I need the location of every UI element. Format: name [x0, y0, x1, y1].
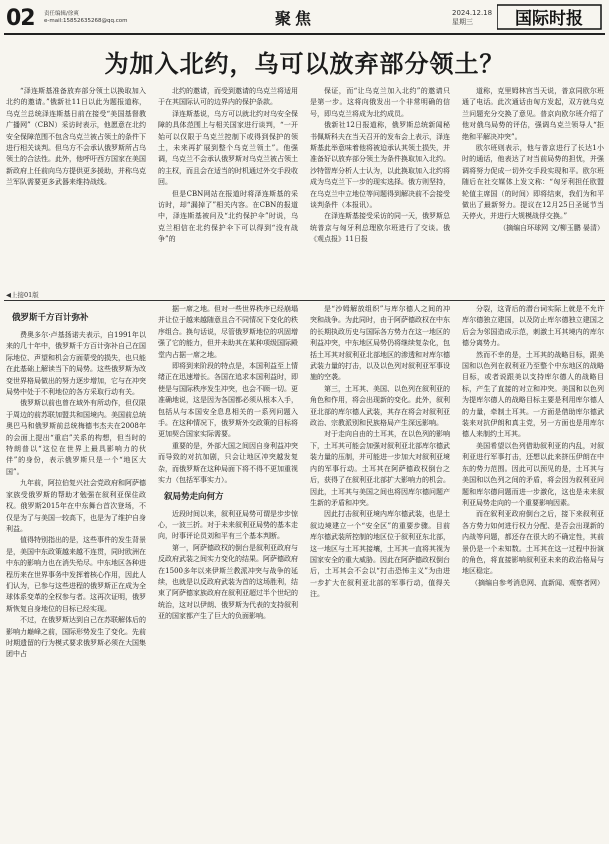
- body-column-4: [462, 304, 604, 838]
- paragraph: 而在叙利亚政府倒台之后，接下来叙利亚各方势力如何进行权力分配、是否会出现新的内战等问题，都还存在很大的不确定性，其前景仍是一个未知数。土耳其在这一过程中扮演的角色，将直接影响叙利亚未来的政治格局与地区稳定。: [462, 510, 604, 576]
- paragraph: 九年前，阿拉伯复兴社会党政府和阿萨德家族受俄罗斯的帮助才勉强在叙利亚保住政权。俄罗斯2015年在中东舞台首次登场，不仅是为了与美国一较高下，也是为了维护自身利益。: [6, 479, 146, 533]
- paragraph: 俄罗斯以前也曾在域外有所动作，但仅限于周边的前苏联加盟共和国境内。美国前总统奥巴马和俄罗斯前总统梅德韦杰夫在2008年的会面上提出“重启”关系的构想，但当时的特朗普以“这位在世界上最具影响力的伙伴”的身份，表示俄罗斯只是一个“地区大国”。: [6, 399, 146, 476]
- paragraph: 北约的邀请，而受到邀请的乌克兰将适用于在其国际认可的边界内的保护条款。: [158, 87, 298, 107]
- paragraph: 重要的是，外部大国之间因自身利益冲突而导致的对抗加剧，只会让地区冲突越发复杂，而俄罗斯在这种局面下将不得不更加重视实力（包括军事实力）。: [158, 441, 298, 485]
- paragraph: 据一席之地。但对一些世界秩序已经崩塌并让位于越来越随意且合不同情况下变化的秩序组合。换句话说，尽管俄罗斯地位的巩固增强了它的能力，但并未助其在某种项级国际殿堂内占据一席之地。: [158, 305, 298, 359]
- paragraph: “泽连斯基准备放弃部分领土以换取加入北约的邀请。”俄新社11日以此为题报道称，乌克兰总统泽连斯基日前在接受“美国基督教广播网”（CBN）采访时表示，他愿意在北约安全保障范围不包含乌克兰被占领土的条件下进行相关谈判。但乌方不会承认俄罗斯所占乌领土的合法性。此外，他呼吁西方国家在美国新政府上任前向乌方提供更多援助，并称乌克兰军队需要更多武器来维持战线。: [6, 87, 146, 187]
- continued-from-label: ◀上接01版: [6, 291, 39, 299]
- lead-column-2: [158, 86, 298, 278]
- section-divider: [4, 300, 605, 301]
- subheading: 叙局势走向何方: [164, 491, 224, 502]
- body-column-1: [6, 308, 146, 838]
- paragraph: 第一，阿萨德政权的倒台是叙利亚政府与反政府武装之间实力变化的结果。阿萨德政府在1500多年以来伊斯兰教派冲突与战争的延续，也就是以反政府武装为首的这场胜利，结束了阿萨德家族政府在叙利亚超过半个世纪的统治，这对以伊朗、俄罗斯为代表的支持叙利亚的国家都产生了巨大的负面影响。: [158, 543, 298, 621]
- editor-email: e-mail:15852635268@qq.com: [44, 18, 128, 24]
- issue-date: [452, 9, 492, 27]
- paper-logo-text: 国际时报: [515, 9, 583, 29]
- lead-column-4: [462, 86, 604, 278]
- paper-logo: [497, 3, 603, 31]
- body-column-3: [310, 304, 450, 838]
- paragraph: 然而不幸的是，土耳其的战略目标，跟美国和以色列在叙利亚乃至整个中东地区的战略目标，或者说跟美以支持库尔德人的战略目标，产生了直接的对立和冲突。美国和以色列为提库尔德人的战略目标主要是利用库尔德人的力量，牵制土耳其。一方面是借助库尔德武装来对抗伊朗和真主党，另一方面也是用库尔德人来制约土耳其。: [462, 350, 604, 439]
- paragraph: 是“沙姆解放组织”与库尔德人之间的冲突和战争。为此同时，由于阿萨德政权在中东的长期执政历史与国际各方势力在这一地区的利益冲突，中东地区局势仍将继续复杂化，包括土耳其对叙利亚北部地区的渗透和对库尔德武装力量的打击，以及以色列对叙利亚军事设施的空袭。: [310, 305, 450, 382]
- subheading: 俄罗斯千方百计弥补: [12, 313, 89, 323]
- paragraph: 保证，而“让乌克兰加入北约”的邀请只是第一步。这将向俄发出一个非常明确的信号，即乌克兰将成为北约成员。: [310, 87, 450, 118]
- paragraph: 但是CBN网站在报道时将泽连斯基的采访时，却“漏掉了”相关内容。在CBN的报道中，泽连斯基被问及“北约保护伞”时说，乌克兰相信在北约保护伞下可以得到“没有战争”的: [158, 189, 298, 244]
- date: 2024.12.18: [452, 9, 493, 17]
- paragraph: 不过，在俄罗斯达到自己在苏联解体后的影响力巅峰之前，国际形势发生了变化。先前时期遗留的行为模式要求俄罗斯必须在大国集团中占: [6, 616, 146, 659]
- page-header: [0, 0, 609, 40]
- paragraph: 在泽连斯基接受采访的同一天，俄罗斯总统普京与匈牙利总理欧尔班进行了交谈。俄《观点报》11日报: [310, 212, 450, 244]
- paragraph: 俄新社12日报道称，俄罗斯总统新闻秘书佩斯科夫在当天召开的发布会上表示，泽连斯基此举意味着他将被迫承认其领土损失，并准备好以放弃部分领土为条件换取加入北约。沙特智库分析人士认为，以此换取加入北约将成为乌克兰下一步的现实选择。俄方则坚持，在乌克兰中立地位等问题得到解决前不会接受谈判条件（本报讯）。: [310, 121, 450, 210]
- paragraph: 第三，土耳其、美国、以色列在叙利亚的角色和作用，将会出现新的变化。此外，叙利亚北部的库尔德人武装，其存在将会对叙利亚政治、宗教派别和民族格局产生深远影响。: [310, 384, 450, 428]
- paragraph: 分裂，这背后的潜台词实际上就是不允许库尔德独立建国，以及防止库尔德独立建国之后会为邻国造成示范，刺激土耳其境内的库尔德分离势力。: [462, 305, 604, 348]
- paragraph: 欧尔班则表示，他与普京进行了长达1小时的通话，他表达了对当前局势的担忧，并强调将努力促成一切外交手段实现和平。欧尔班随后在社交媒体上发文称：“匈牙利担任欧盟轮值主席国（的时间）即将结束，我们为和平做出了最新努力。提议在12月25日圣诞节当天停火，并进行大规模战俘交换。”: [462, 144, 604, 221]
- weekday: 星期三: [452, 18, 473, 26]
- headline: 为加入北约，乌可以放弃部分领土？: [104, 50, 505, 78]
- paragraph: 泽连斯基说，乌方可以就北约对乌安全保障的具体范围上与相关国家进行谈判，“一开始可以仅限于乌克兰控制下或得到保护的领土，未来再扩展到整个乌克兰领土”。他强调，乌克兰不会承认俄罗斯对乌克兰被占领土的主权，而且会在适当的时机通过外交手段收回。: [158, 109, 298, 187]
- lead-column-3: [310, 86, 450, 278]
- paragraph: 费奥多尔·卢基扬诺夫表示，自1991年以来的几十年中，俄罗斯千方百计弥补自己在国际地位、声望和机会方面蒙受的损失，也只能在此基础上解读当下的局势。这些俄罗斯为改变世界格局做出的努力逐步增加，它与在冲突局势中处于不利地位的各方采取行动有关。: [6, 331, 146, 397]
- body-column-2: [158, 304, 298, 838]
- paragraph: 即将到来阶段的特点是，本国利益至上情绪正在迅速增长。各国在追求本国利益时，即使是与国际秩序发生冲突，也会不顾一切。更准确地说，这是因为各国都必须从根本入手，包括从与本国安全息息相关的一系列问题入手。在这种情况下，俄罗斯外交政策的目标将更加契合国家实际需要。: [158, 362, 298, 439]
- section-title: 聚焦: [275, 9, 316, 28]
- paragraph: 近段时间以来，叙利亚局势可谓是步步惊心，一波三折。对于未来叙利亚局势的基本走向，时事评论员刘和平有三个基本判断。: [158, 509, 298, 541]
- byline: （摘编自参考消息网、直新闻、观察者网）: [471, 578, 604, 587]
- byline: （摘编自环球网 文/柳玉鹏 晏清）: [499, 223, 604, 232]
- page-number: 02: [6, 6, 35, 31]
- paragraph: 因此打击叙利亚境内库尔德武装，也是土叙边境建立一个“安全区”的重要步骤。目前库尔德武装所控制的地区位于叙利亚东北部，这一地区与土耳其接壤，土耳其一直将其视为国家安全的重大威胁。因此在阿萨德政权倒台后，土耳其会不会以“打击恐怖主义”为由进一步扩大在叙利亚北部的军事行动，值得关注。: [310, 510, 450, 599]
- editor-info: [44, 11, 127, 25]
- paragraph: 道称，克里姆林宫当天说，普京同欧尔班通了电话。此次通话由匈方发起，双方就乌克兰问题充分交换了意见。普京向欧尔班介绍了他对俄乌局势的评估，强调乌克兰领导人“拒绝和平解决冲突”。: [462, 87, 604, 141]
- paragraph: 对于走向自由的土耳其，在以色列的影响下，土耳其可能会加强对叙利亚北部库尔德武装力量的压制，并可能进一步加大对叙利亚境内的军事行动。土耳其在阿萨德政权倒台之后，获得了在叙利亚北部扩大影响力的机会。因此，土耳其与美国之间也将因库尔德问题产生新的矛盾和冲突。: [310, 430, 450, 507]
- lead-column-1: [6, 86, 146, 278]
- paragraph: 美国希望以色列借助叙利亚的内乱，对叙利亚进行军事打击，还想以此来挤压伊朗在中东的势力范围。因此可以预见的是，土耳其与美国和以色列之间的矛盾，将会因为叙利亚问题和库尔德问题而进一步激化，这也是未来叙利亚局势走向的一个重要影响因素。: [462, 441, 604, 507]
- header-rule: [4, 33, 605, 35]
- paragraph: 值得特别指出的是，这些事件的发生背景是，美国中东政策越来越不连贯，同时欧洲在中东的影响力也在消失殆尽。中东地区各种进程历来在世界事务中发挥着核心作用，因此人们认为，已参与这些进程的俄罗斯正在成为全球体系变革的全权参与者。这再次证明，俄罗斯恢复自身地位的目标已经实现。: [6, 536, 146, 613]
- editor-name: 责任编辑/徐爽: [44, 11, 79, 17]
